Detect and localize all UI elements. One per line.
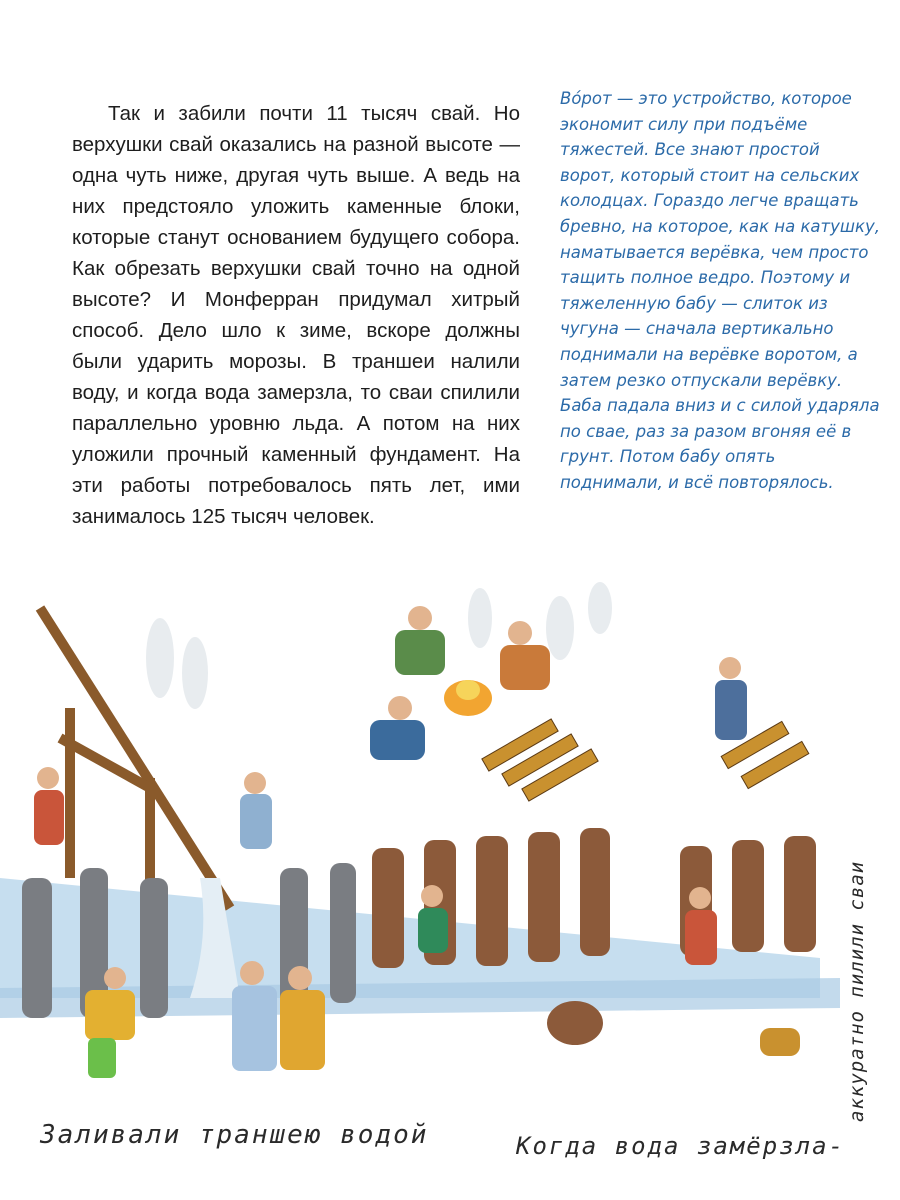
stump bbox=[547, 1001, 603, 1045]
log bbox=[760, 1028, 800, 1056]
caption-right: Когда вода замёрзла- bbox=[516, 1132, 845, 1160]
construction-illustration bbox=[0, 578, 900, 1138]
sidebar-text: — это устройство, которое экономит силу при подъёме тяжестей. Все знают простой ворот, который стоит на сельских колодцах. Гораздо легче вращать бревно, на которое, как на катушку, наматывается верёвка, чем просто тащить полное ведро. Поэтому и тяжеленную бабу — слиток из чугуна — сначала вертикально поднимали на верёвке воротом, а затем резко отпускали верёвку. Баба падала вниз и с силой ударяла по свае, раз за разом вгоняя её в грунт. Потом бабу опять поднимали, и всё повторялось. bbox=[560, 89, 880, 492]
bonfire bbox=[444, 680, 492, 716]
sidebar-note bbox=[560, 86, 880, 496]
caption-left: Заливали траншею водой bbox=[40, 1120, 429, 1150]
main-paragraph: Так и забили почти 11 тысяч свай. Но верхушки свай оказались на разной высоте — одна чуть ниже, другая чуть выше. А ведь на них предстояло уложить каменные блоки, которые станут основанием будущего собора. Как обрезать верхушки свай точно на одной высоте? И Монферран придумал хитрый способ. Дело шло к зиме, вскоре должны были ударить морозы. В траншеи налили воду, и когда вода замерзла, то сваи спилили параллельно уровню льда. А потом на них уложили прочный каменный фундамент. На эти работы потребовалось пять лет, ими занималось 125 тысяч человек. bbox=[72, 102, 520, 528]
caption-vertical: аккуратно пилили сваи bbox=[846, 860, 868, 1122]
sidebar-term: Вóрот bbox=[560, 89, 612, 108]
